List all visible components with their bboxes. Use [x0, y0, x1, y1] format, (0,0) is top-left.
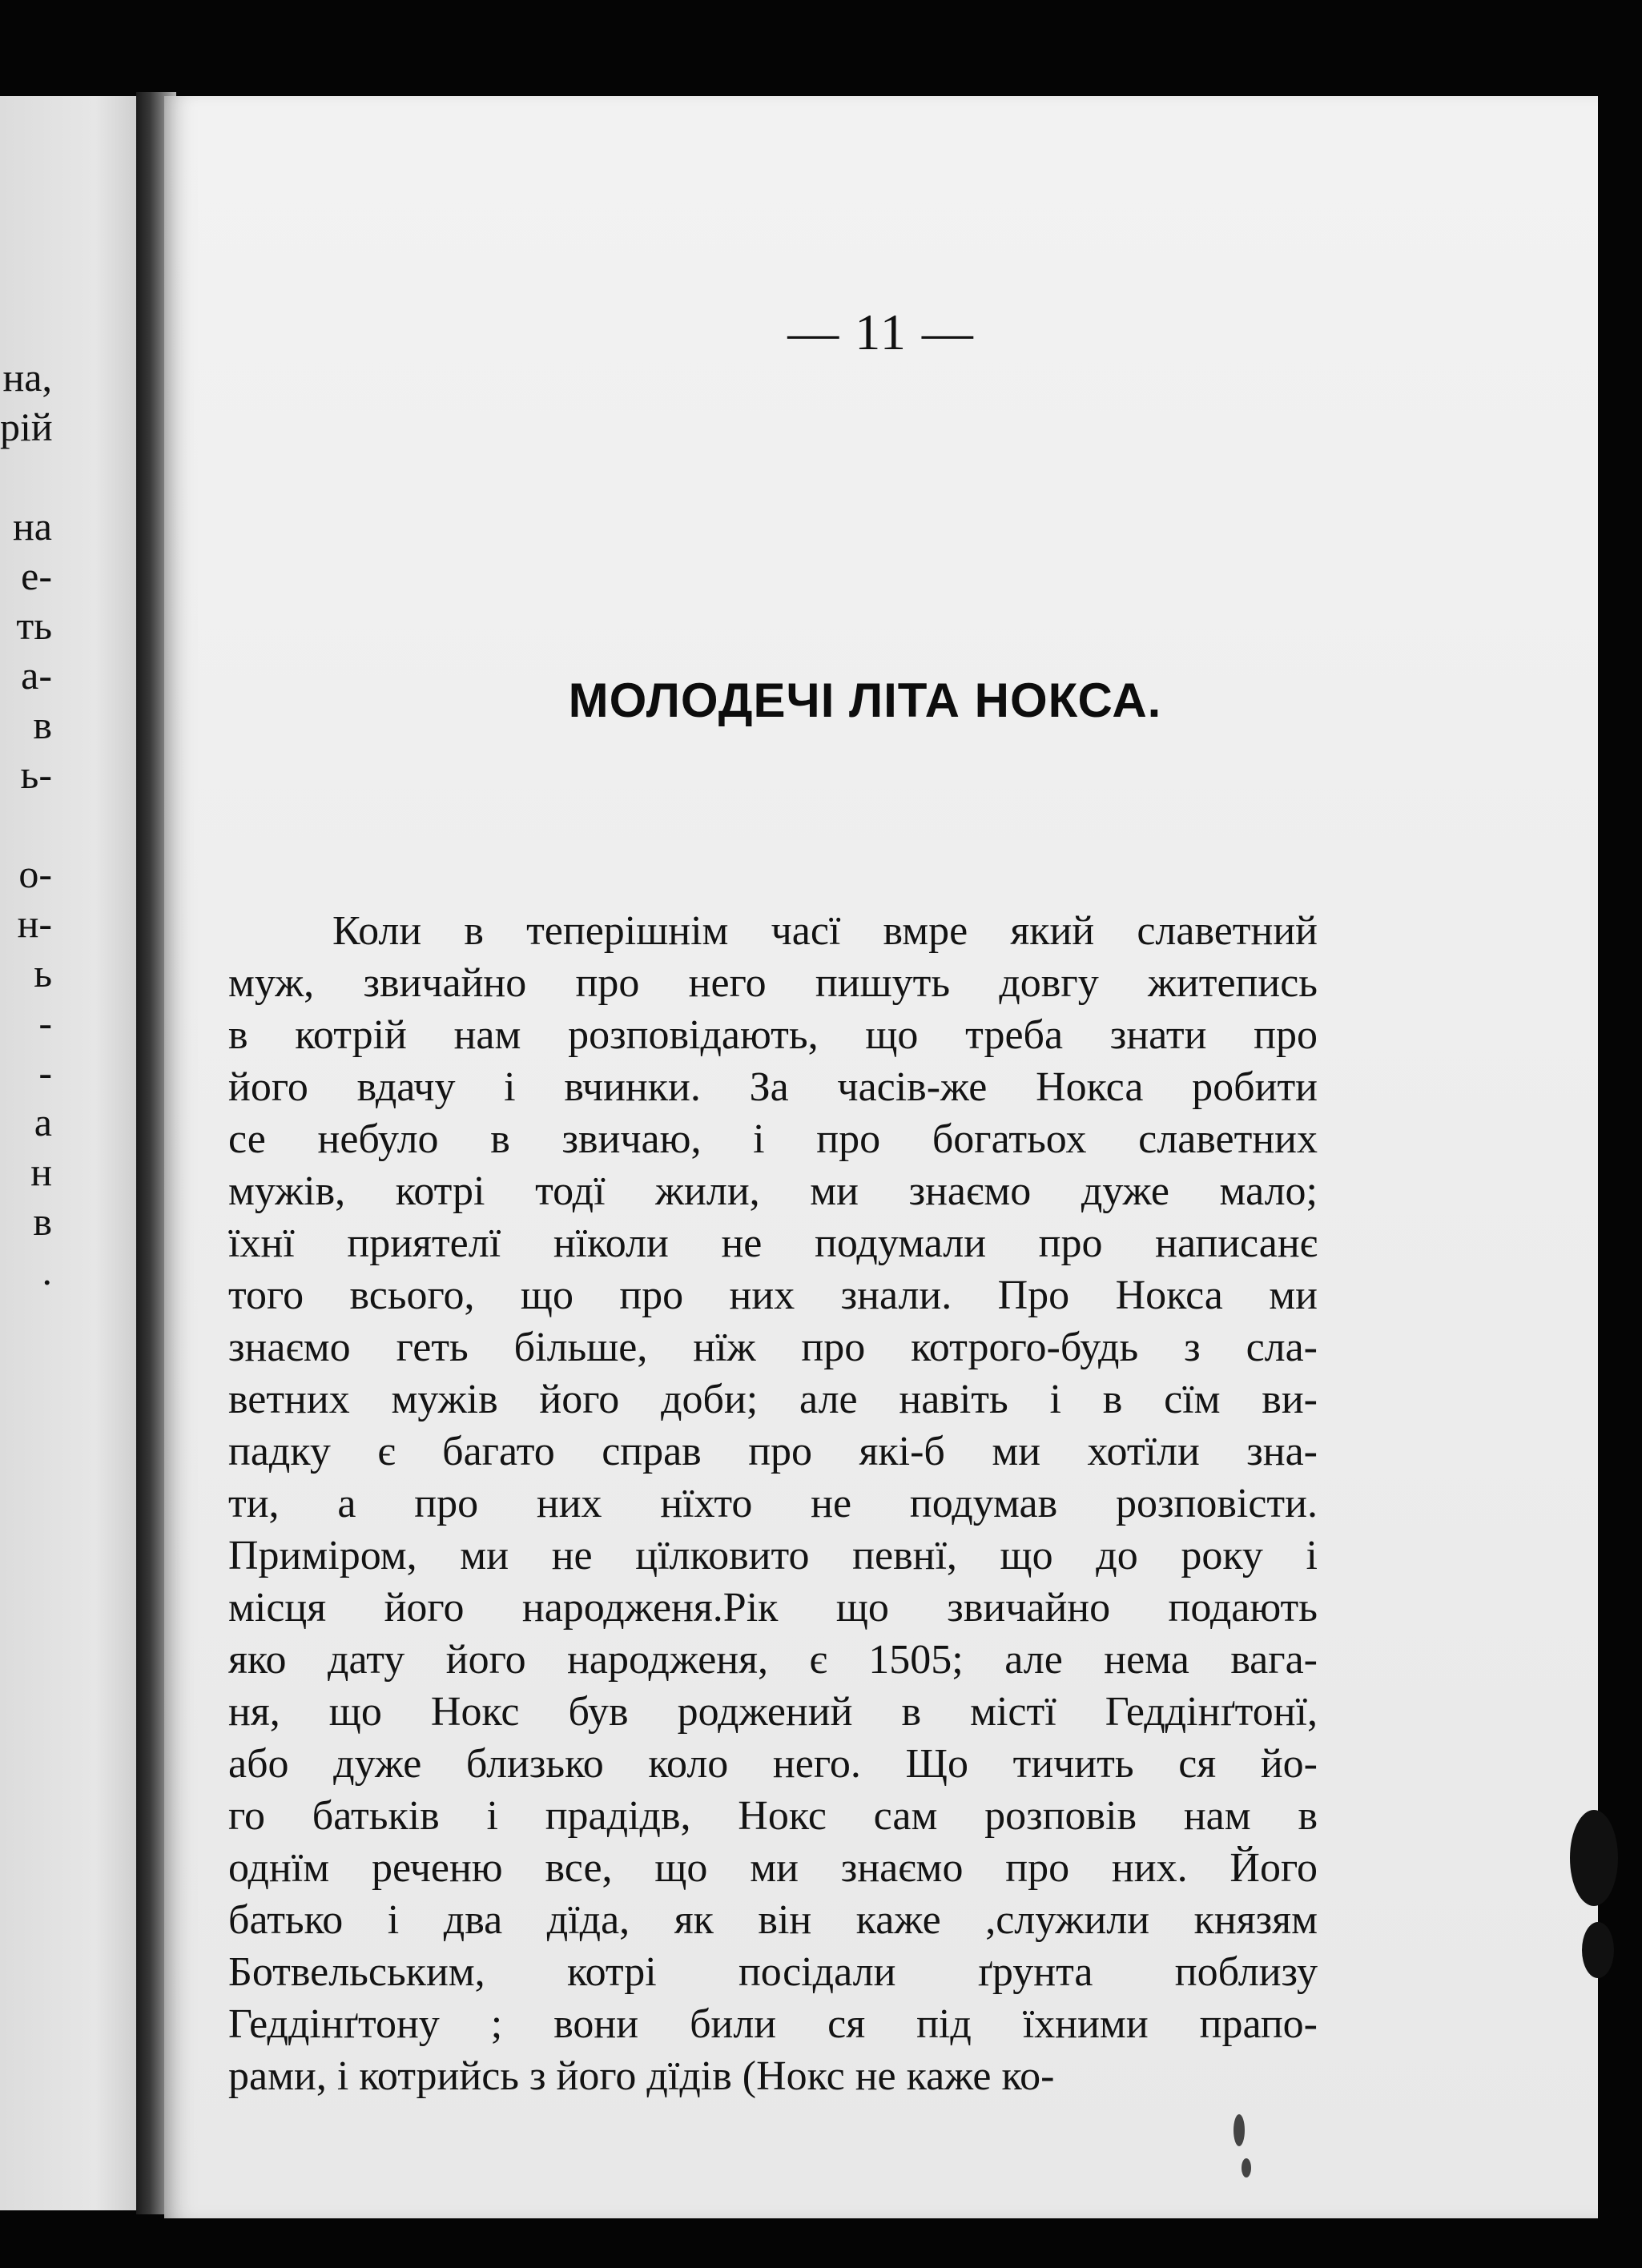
scan-speck [1234, 2114, 1245, 2146]
previous-page-line: о- [18, 851, 52, 896]
previous-page-line: - [38, 1000, 52, 1045]
page-number: — 11 — [787, 304, 975, 360]
text-line: або дуже близько коло него. Що тичить ся йо- [228, 1741, 1318, 1787]
text-line: се небуло в звичаю, і про богатьох славетних [228, 1116, 1318, 1162]
text-line: рами, і котрийсь з його дїдів (Нокс не каже ко- [228, 2053, 1055, 2099]
previous-page-line: ь [34, 951, 52, 995]
book-page [164, 96, 1598, 2218]
text-line: знаємо геть більше, нїж про котрого-будь з сла- [228, 1325, 1318, 1370]
previous-page-line: ть [16, 603, 52, 648]
text-line: яко дату його народженя, є 1505; але нема вага- [228, 1637, 1318, 1683]
chapter-title: МОЛОДЕЧІ ЛІТА НОКСА. [568, 674, 1162, 727]
text-line: Ботвельським, котрі посідали ґрунта поблизу [228, 1949, 1318, 1995]
text-line: ветних мужів його доби; але навіть і в сїм ви- [228, 1377, 1318, 1422]
text-line: в котрій нам розповідають, що треба знати про [228, 1012, 1318, 1058]
previous-page-line: е- [21, 553, 52, 598]
text-line: ня, що Нокс був роджений в містї Геддінґтонї, [228, 1689, 1318, 1735]
text-line: однїм реченю все, що ми знаємо про них. Його [228, 1845, 1318, 1891]
text-line: Геддінґтону ; вони били ся під їхними прапо- [228, 2001, 1318, 2047]
previous-page-edge [0, 96, 136, 2210]
previous-page-line: а- [21, 653, 52, 698]
page-edge-tear [1570, 1810, 1618, 1906]
previous-page-line: рій [0, 404, 53, 449]
previous-page-line: н- [17, 901, 52, 946]
text-line: місця його народженя.Рік що звичайно подають [228, 1585, 1318, 1631]
previous-page-line: - [38, 1050, 52, 1095]
previous-page-line: в [33, 1199, 52, 1244]
text-line: Приміром, ми не цїлковито певнї, що до року і [228, 1533, 1318, 1578]
previous-page-text [0, 352, 136, 1296]
previous-page-line: а [34, 1100, 52, 1144]
page-edge-tear [1582, 1922, 1614, 1978]
body-text [228, 905, 1318, 2102]
text-line: його вдачу і вчинки. За часів-же Нокса робити [228, 1064, 1318, 1110]
previous-page-line: на, [2, 355, 52, 400]
text-line: батько і два дїда, як він каже ,служили князям [228, 1897, 1318, 1943]
text-line: Коли в теперішнім часї вмре який славетний [332, 908, 1318, 954]
previous-page-line: ь- [20, 752, 52, 797]
previous-page-line: в [33, 702, 52, 747]
previous-page-line: . [42, 1249, 52, 1293]
text-line: ти, а про них нїхто не подумав розповісти. [228, 1481, 1318, 1526]
text-line: мужів, котрі тодї жили, ми знаємо дуже мало; [228, 1168, 1318, 1214]
text-line: того всього, що про них знали. Про Нокса ми [228, 1273, 1318, 1318]
text-line: їхнї приятелї нїколи не подумали про написанє [228, 1220, 1318, 1266]
text-line: го батьків і прадідв, Нокс сам розповів нам в [228, 1793, 1318, 1839]
scan-speck [1242, 2158, 1251, 2178]
previous-page-line [0, 799, 136, 849]
previous-page-line [0, 452, 136, 501]
previous-page-line: н [30, 1149, 52, 1194]
previous-page-line: на [13, 504, 52, 549]
text-line: муж, звичайно про него пишуть довгу житепись [228, 960, 1318, 1006]
text-line: падку є багато справ про які-б ми хотїли зна- [228, 1429, 1318, 1474]
